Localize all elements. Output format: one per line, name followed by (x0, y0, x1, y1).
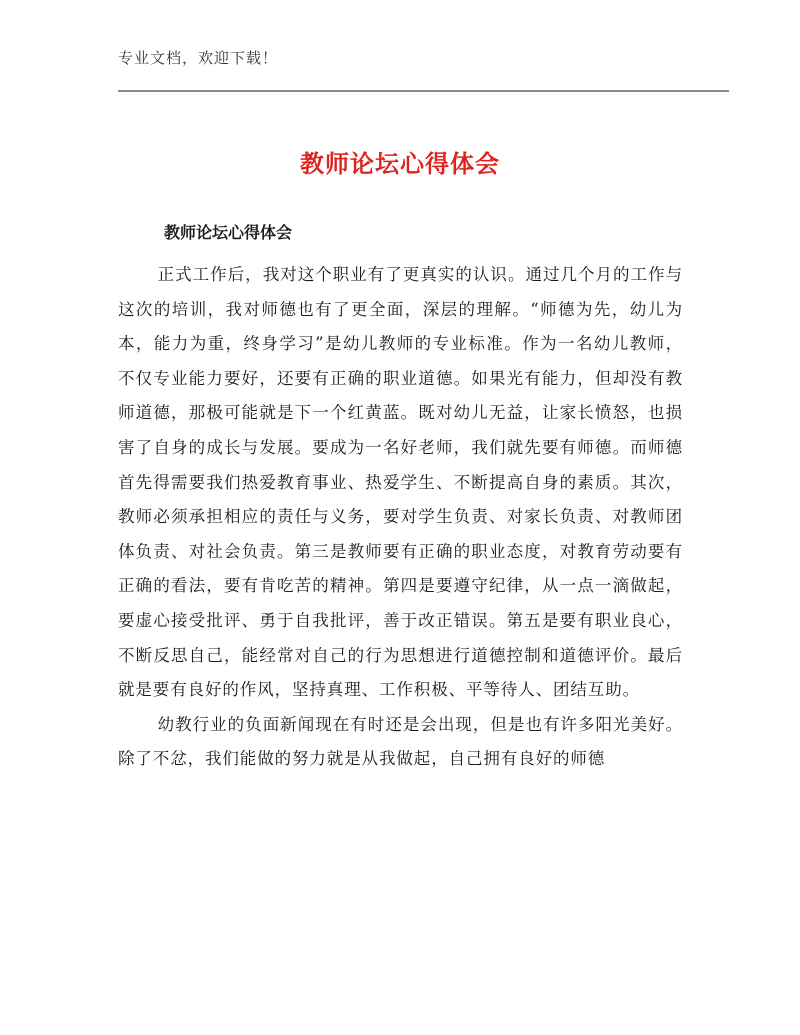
document-title: 教师论坛心得体会 (300, 150, 500, 178)
document-body (118, 258, 683, 777)
header-divider (118, 90, 729, 92)
document-subtitle: 教师论坛心得体会 (164, 223, 293, 242)
page-header-text: 专业文档，欢迎下载！ (118, 49, 279, 67)
body-paragraph: 幼教行业的负面新闻现在有时还是会出现，但是也有许多阳光美好。除了不忿，我们能做的努力就是从我做起，自己拥有良好的师德 (118, 714, 683, 769)
body-paragraph: 正式工作后，我对这个职业有了更真实的认识。通过几个月的工作与这次的培训，我对师德也有了更全面，深层的理解。“师德为先，幼儿为本，能力为重，终身学习”是幼儿教师的专业标准。作为一名幼儿教师，不仅专业能力要好，还要有正确的职业道德。如果光有能力，但却没有教师道德，那极可能就是下一个红黄蓝。既对幼儿无益，让家长愤怒，也损害了自身的成长与发展。要成为一名好老师，我们就先要有师德。而师德首先得需要我们热爱教育事业、热爱学生、不断提高自身的素质。其次，教师必须承担相应的责任与义务，要对学生负责、对家长负责、对教师团体负责、对社会负责。第三是教师要有正确的职业态度，对教育劳动要有正确的看法，要有肯吃苦的精神。第四是要遵守纪律，从一点一滴做起，要虚心接受批评、勇于自我批评，善于改正错误。第五是要有职业良心，不断反思自己，能经常对自己的行为思想进行道德控制和道德评价。最后就是要有良好的作风，坚持真理、工作积极、平等待人、团结互助。 (118, 265, 683, 700)
